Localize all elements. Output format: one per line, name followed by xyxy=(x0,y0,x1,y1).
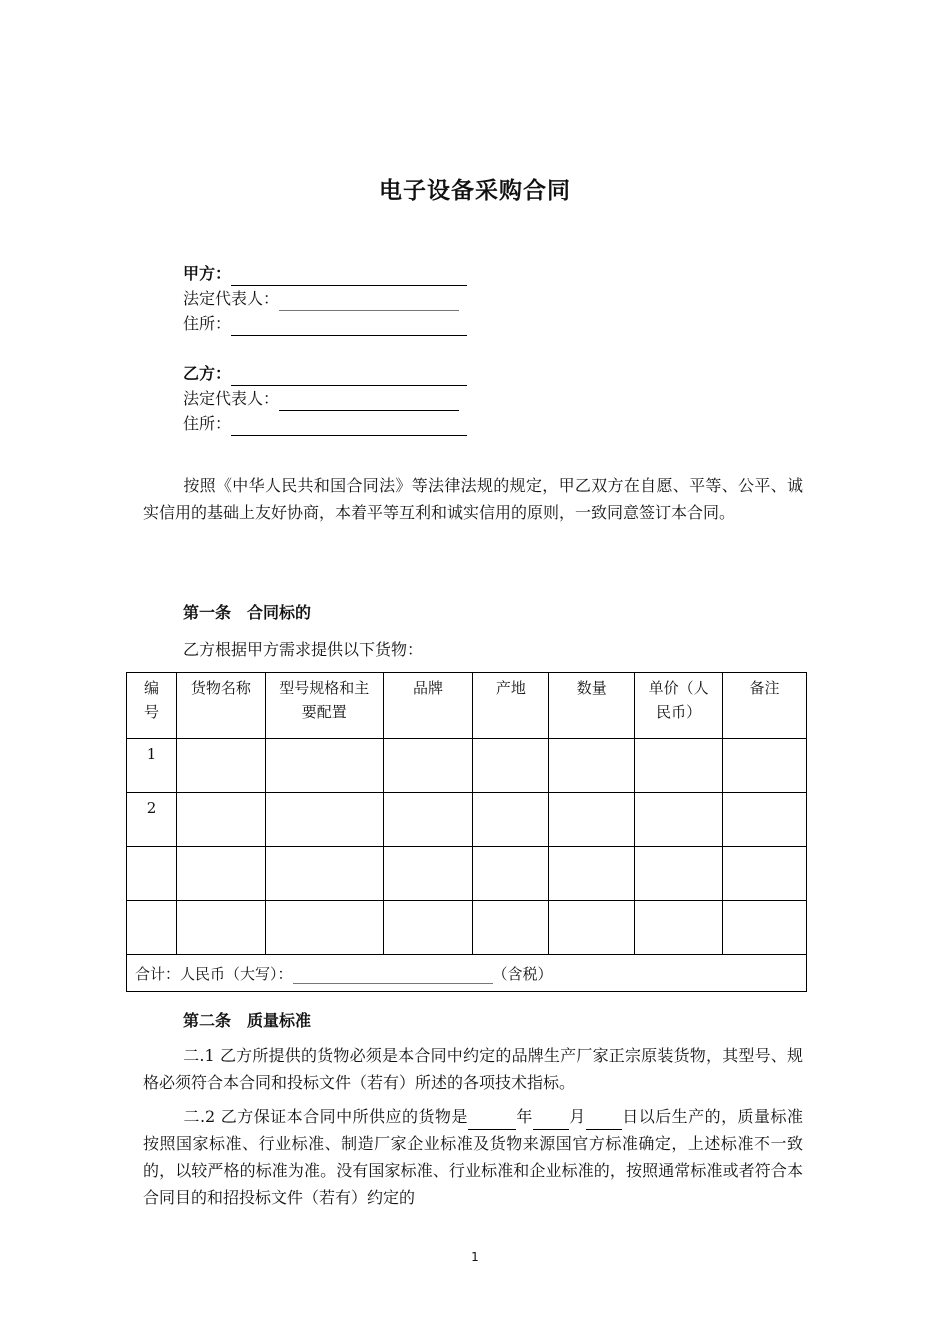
party-b-line xyxy=(183,362,467,386)
header-cell-quantity: 数量 xyxy=(549,673,635,739)
party-a-blank[interactable] xyxy=(231,265,467,286)
table-cell[interactable] xyxy=(473,847,549,901)
production-day-blank[interactable] xyxy=(586,1111,622,1130)
party-b-blank[interactable] xyxy=(231,365,467,386)
party-a-line xyxy=(183,262,467,286)
article-2-title: 质量标准 xyxy=(247,1011,312,1030)
production-month-blank[interactable] xyxy=(533,1111,569,1130)
page-number: 1 xyxy=(471,1250,479,1264)
table-row xyxy=(127,901,807,955)
table-cell[interactable] xyxy=(723,793,807,847)
table-cell[interactable]: 1 xyxy=(127,739,177,793)
party-a-addr-line xyxy=(183,312,467,336)
header-cell-unit-price: 单价（人民币） xyxy=(635,673,723,739)
table-cell[interactable] xyxy=(383,739,473,793)
table-cell[interactable] xyxy=(473,793,549,847)
header-cell-brand: 品牌 xyxy=(383,673,473,739)
article-2-heading xyxy=(183,1008,311,1031)
party-b-rep-line xyxy=(183,387,459,411)
article-2-number: 第二条 xyxy=(183,1011,232,1030)
table-cell[interactable] xyxy=(176,901,265,955)
party-a-addr-blank[interactable] xyxy=(231,315,467,336)
table-cell[interactable] xyxy=(383,901,473,955)
table-header-row xyxy=(127,673,807,739)
header-cell-number: 编号 xyxy=(127,673,177,739)
total-cell xyxy=(127,955,807,992)
table-cell[interactable] xyxy=(635,793,723,847)
party-a-label: 甲方： xyxy=(183,264,232,283)
table-cell[interactable] xyxy=(127,901,177,955)
clause-2-1 xyxy=(143,1042,803,1096)
clause-2-2-rest: 日以后生产的，质量标准按照国家标准、行业标准、制造厂家企业标准及货物来源国官方标准确定，上述标准不一致的，以较严格的标准为准。没有国家标准、行业标准和企业标准的，按照通常标准或者符合本合同目的和招投标文件（若有）约定的 xyxy=(143,1107,803,1207)
table-cell[interactable] xyxy=(127,847,177,901)
table-cell[interactable] xyxy=(383,793,473,847)
table-cell[interactable] xyxy=(549,739,635,793)
table-cell[interactable] xyxy=(265,793,383,847)
article-1-number: 第一条 xyxy=(183,603,232,622)
clause-2-2-month: 月 xyxy=(568,1107,586,1126)
table-cell[interactable] xyxy=(473,739,549,793)
header-cell-goods-name: 货物名称 xyxy=(176,673,265,739)
total-label: 合计：人民币（大写）： xyxy=(135,964,293,983)
table-cell[interactable]: 2 xyxy=(127,793,177,847)
table-cell[interactable] xyxy=(473,901,549,955)
clause-2-2-year: 年 xyxy=(515,1107,533,1126)
table-row xyxy=(127,793,807,847)
clause-2-2 xyxy=(143,1103,803,1211)
party-a-rep-blank[interactable] xyxy=(279,290,459,311)
table-cell[interactable] xyxy=(176,739,265,793)
party-b-rep-label: 法定代表人： xyxy=(183,389,280,408)
table-cell[interactable] xyxy=(265,739,383,793)
clause-2-2-start: 二.2 乙方保证本合同中所供应的货物是 xyxy=(183,1107,468,1126)
table-cell[interactable] xyxy=(549,793,635,847)
party-a-rep-line xyxy=(183,287,459,311)
header-cell-model-spec: 型号规格和主要配置 xyxy=(265,673,383,739)
header-cell-remarks: 备注 xyxy=(723,673,807,739)
document-title: 电子设备采购合同 xyxy=(379,178,571,204)
table-cell[interactable] xyxy=(635,739,723,793)
party-a-addr-label: 住所： xyxy=(183,314,232,333)
table-cell[interactable] xyxy=(176,847,265,901)
table-total-row xyxy=(127,955,807,992)
table-cell[interactable] xyxy=(723,847,807,901)
goods-table xyxy=(126,672,807,992)
preamble-paragraph xyxy=(143,472,803,526)
preamble-text: 按照《中华人民共和国合同法》等法律法规的规定，甲乙双方在自愿、平等、公平、诚实信用的基础上友好协商，本着平等互利和诚实信用的原则，一致同意签订本合同。 xyxy=(143,476,803,522)
production-year-blank[interactable] xyxy=(468,1111,516,1130)
total-suffix: （含税） xyxy=(492,964,553,983)
party-b-rep-blank[interactable] xyxy=(279,390,459,411)
party-b-label: 乙方： xyxy=(183,364,232,383)
party-a-rep-label: 法定代表人： xyxy=(183,289,280,308)
clause-2-1-text: 二.1 乙方所提供的货物必须是本合同中约定的品牌生产厂家正宗原装货物，其型号、规格必须符合本合同和投标文件（若有）所述的各项技术指标。 xyxy=(143,1046,803,1092)
article-1-heading xyxy=(183,600,311,623)
party-b-addr-blank[interactable] xyxy=(231,415,467,436)
article-1-title: 合同标的 xyxy=(247,603,312,622)
total-amount-blank[interactable] xyxy=(293,967,493,984)
table-cell[interactable] xyxy=(265,847,383,901)
table-row xyxy=(127,739,807,793)
table-cell[interactable] xyxy=(635,847,723,901)
header-cell-origin: 产地 xyxy=(473,673,549,739)
table-cell[interactable] xyxy=(723,901,807,955)
table-row xyxy=(127,847,807,901)
table-cell[interactable] xyxy=(635,901,723,955)
table-cell[interactable] xyxy=(549,901,635,955)
table-cell[interactable] xyxy=(176,793,265,847)
table-cell[interactable] xyxy=(723,739,807,793)
party-b-addr-label: 住所： xyxy=(183,414,232,433)
party-b-addr-line xyxy=(183,412,467,436)
table-cell[interactable] xyxy=(549,847,635,901)
table-cell[interactable] xyxy=(265,901,383,955)
article-1-intro: 乙方根据甲方需求提供以下货物： xyxy=(183,640,424,659)
table-cell[interactable] xyxy=(383,847,473,901)
